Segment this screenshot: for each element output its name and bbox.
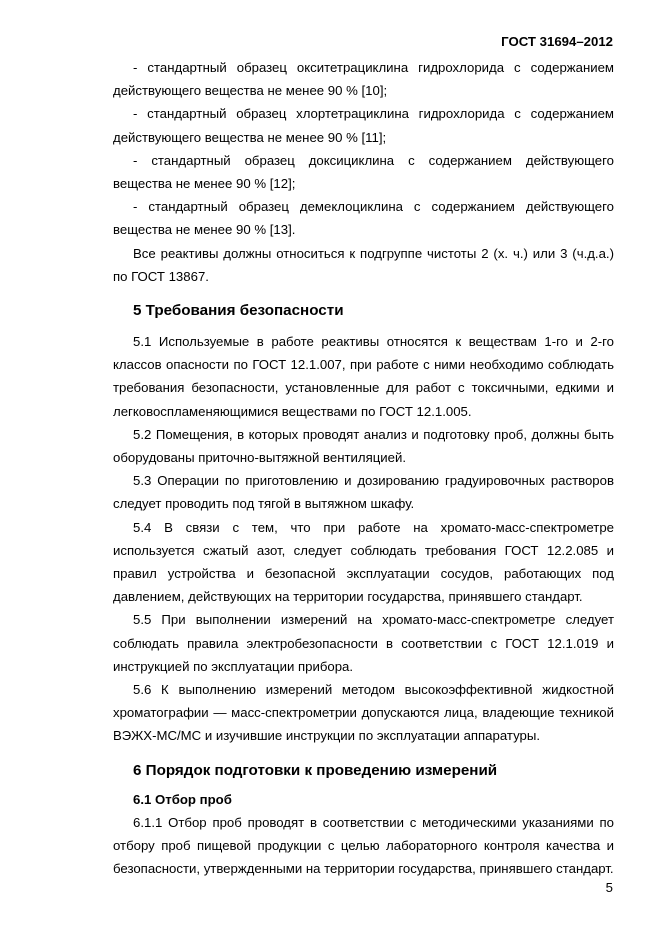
clause-6-1-1: 6.1.1 Отбор проб проводят в соответствии с методическими указаниями по отбору проб пищевой продукции с целью лабораторного контроля качества и безопасности, утвержденными на территории государства, принявшего стандарт. [113,814,614,877]
page-content [113,56,614,881]
list-item: - стандартный образец демеклоциклина с содержанием действующего вещества не менее 90 % [13]. [113,199,614,238]
section-5-title: 5 Требования безопасности [133,302,344,320]
clause-5-3: 5.3 Операции по приготовлению и дозированию градуировочных растворов следует проводить под тягой в вытяжном шкафу. [113,473,614,512]
page-number: 5 [605,880,613,895]
list-item: - стандартный образец окситетрациклина гидрохлорида с содержанием действующего вещества не менее 90 % [10]; [113,60,614,99]
clause-5-2: 5.2 Помещения, в которых проводят анализ и подготовку проб, должны быть оборудованы приточно-вытяжной вентиляцией. [113,426,614,466]
clause-5-6: 5.6 К выполнению измерений методом высокоэффективной жидкостной хроматографии — масс-спектрометрии допускаются лица, владеющие техникой ВЭЖХ-МС/МС и изучившие инструкции по эксплуатации аппаратуры. [113,682,614,744]
section-6-title: 6 Порядок подготовки к проведению измерений [133,761,498,779]
list-item: - стандартный образец хлортетрациклина гидрохлорида с содержанием действующего вещества не менее 90 % [11]; [113,106,614,145]
reagents-note: Все реактивы должны относиться к подгруппе чистоты 2 (х. ч.) или 3 (ч.д.а.) по ГОСТ 13867. [113,245,614,284]
clause-5-4: 5.4 В связи с тем, что при работе на хромато-масс-спектрометре используется сжатый азот, следует соблюдать требования ГОСТ 12.2.085 и правил устройства и безопасной эксплуатации сосудов, работающих под давлением, действующих на территории государства, принявшего стандарт. [113,519,614,605]
list-item: - стандартный образец доксициклина с содержанием действующего вещества не менее 90 % [12]; [113,152,614,192]
subsection-6-1-title: 6.1 Отбор проб [133,791,232,807]
clause-5-1: 5.1 Используемые в работе реактивы относятся к веществам 1-го и 2-го классов опасности по ГОСТ 12.1.007, при работе с ними необходимо соблюдать требования безопасности, установленные для работ с токсичными, едкими и легковоспламеняющимися веществами по ГОСТ 12.1.005. [113,334,614,419]
document-code-header: ГОСТ 31694–2012 [501,34,613,49]
clause-5-5: 5.5 При выполнении измерений на хромато-масс-спектрометре следует соблюдать правила электробезопасности в соответствии с ГОСТ 12.1.019 и инструкцией по эксплуатации прибора. [113,612,614,674]
